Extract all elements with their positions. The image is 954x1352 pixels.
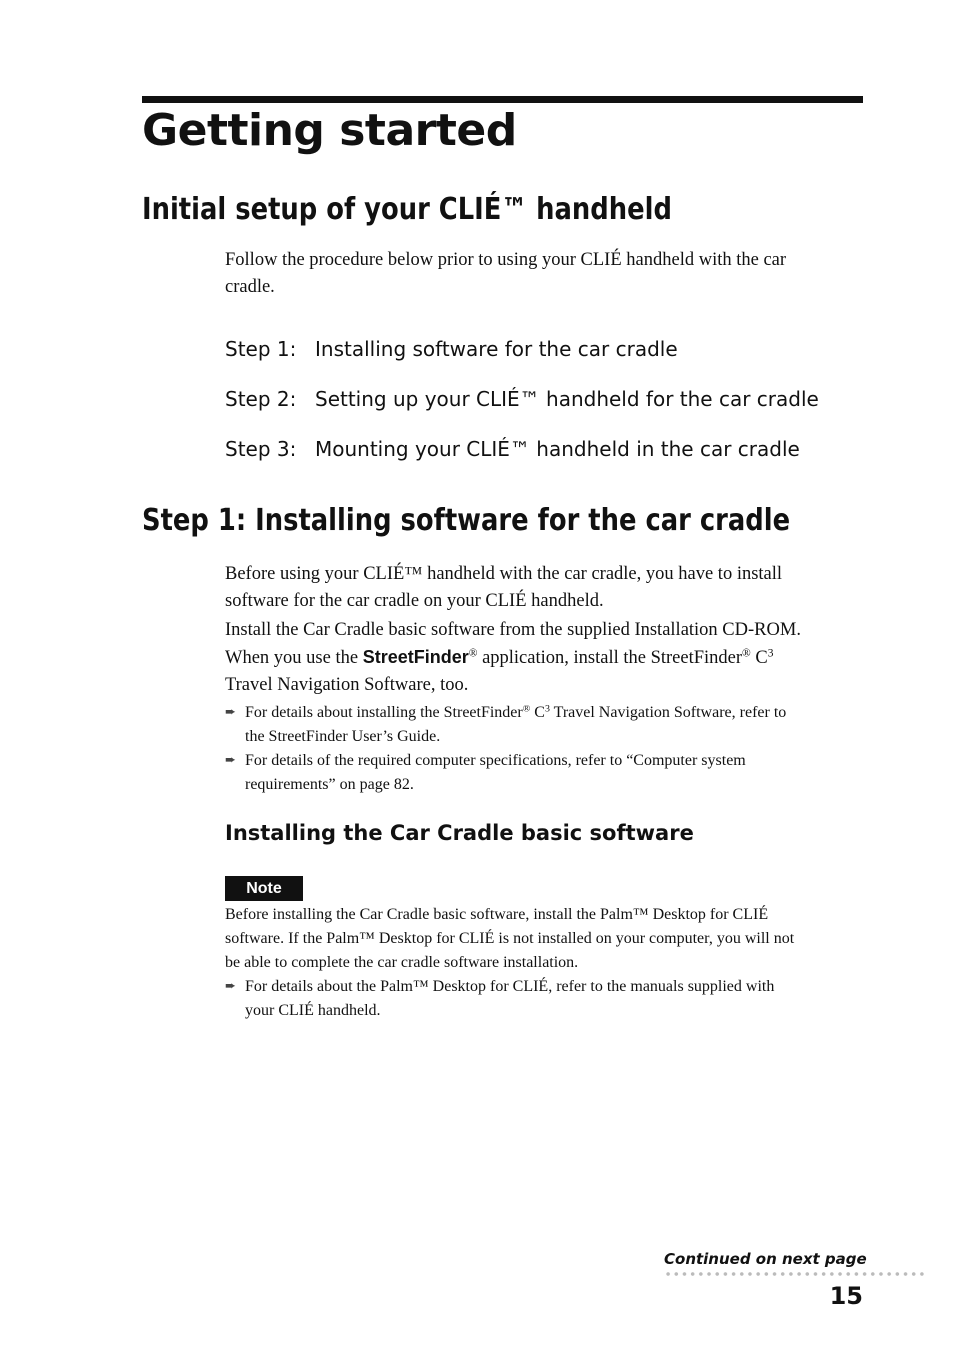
text-run: Travel Navigation Software, refer to: [549, 704, 787, 721]
paragraph-line: [225, 648, 773, 668]
note-paragraph: [225, 903, 865, 975]
chapter-title: Getting started: [142, 105, 517, 156]
step-text: Installing software for the car cradle: [315, 337, 678, 361]
text-run: application, install the StreetFinder: [477, 648, 743, 668]
note-label: Note: [225, 876, 303, 901]
intro-paragraph: [225, 247, 865, 301]
registered-mark: ®: [468, 647, 478, 660]
step-number: Step 3:: [225, 437, 297, 461]
note-line: be able to complete the car cradle software installation.: [225, 954, 579, 971]
note-line: Before installing the Car Cradle basic software, install the Palm™ Desktop for CLIÉ: [225, 906, 769, 923]
step-list-item-1: [225, 334, 678, 364]
superscript-3: 3: [544, 703, 550, 715]
text-run: requirements” on page 82.: [245, 776, 414, 793]
section-heading-step-1: Step 1: Installing software for the car cradle: [142, 503, 791, 538]
registered-mark: ®: [522, 703, 531, 715]
step-list-item-2: [225, 384, 819, 414]
step-number: Step 1:: [225, 337, 297, 361]
step-list-item-3: [225, 434, 800, 464]
note-line: software. If the Palm™ Desktop for CLIÉ is not installed on your computer, you will not: [225, 930, 795, 947]
intro-line-1: Follow the procedure below prior to using your CLIÉ handheld with the car: [225, 250, 787, 270]
paragraph-line: software for the car cradle on your CLIÉ handheld.: [225, 591, 604, 611]
paragraph-line: Install the Car Cradle basic software from the supplied Installation CD-ROM.: [225, 620, 801, 640]
paragraph-line: Travel Navigation Software, too.: [225, 675, 469, 695]
chapter-rule: [142, 96, 863, 103]
registered-mark: ®: [742, 647, 751, 660]
superscript-3: 3: [767, 647, 774, 660]
intro-line-2: cradle.: [225, 277, 275, 297]
section-heading-initial-setup: Initial setup of your CLIÉ™ handheld: [142, 192, 672, 227]
text-run: For details of the required computer specifications, refer to “Computer system: [245, 752, 746, 769]
paragraph-line: Before using your CLIÉ™ handheld with the car cradle, you have to install: [225, 564, 783, 584]
dotted-divider: [664, 1271, 926, 1277]
text-run: C: [530, 704, 545, 721]
text-run: For details about installing the StreetFinder: [245, 704, 523, 721]
continued-on-next-page: Continued on next page: [664, 1250, 867, 1268]
text-run: C: [750, 648, 768, 668]
subheading-basic-software: Installing the Car Cradle basic software: [225, 821, 694, 845]
page-number: 15: [829, 1282, 863, 1310]
step-text: Setting up your CLIÉ™ handheld for the car cradle: [315, 387, 819, 411]
text-run: When you use the: [225, 648, 363, 668]
paragraph-install: [225, 617, 865, 699]
text-run: your CLIÉ handheld.: [245, 1002, 381, 1019]
reference-arrow-icon: ➨: [225, 753, 236, 768]
step-text: Mounting your CLIÉ™ handheld in the car cradle: [315, 437, 800, 461]
reference-arrow-icon: ➨: [225, 705, 236, 720]
step-number: Step 2:: [225, 387, 297, 411]
streetfinder-brand: StreetFinder: [362, 647, 469, 667]
reference-arrow-icon: ➨: [225, 979, 236, 994]
text-run: For details about the Palm™ Desktop for CLIÉ, refer to the manuals supplied with: [245, 978, 775, 995]
paragraph-before-using: [225, 561, 865, 615]
text-run: the StreetFinder User’s Guide.: [245, 728, 441, 745]
